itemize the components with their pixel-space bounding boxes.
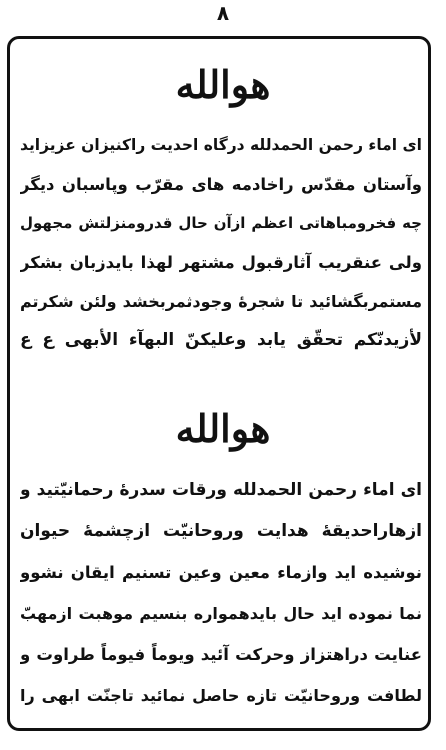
text-line: لطافت وروحانیّت تازه حاصل نمائید تاجنّت ابهی را xyxy=(20,686,422,705)
text-line: ازهاراحدیقهٔ هدایت وروحانیّت ازچشمهٔ حیوان xyxy=(20,521,422,541)
text-line: وآستان مقدّس راخادمه های مقرّب وپاسبان دیگر xyxy=(20,175,422,194)
text-line: ولی عنقریب آثارقبول مشتهر لهذا بایدزبان بشکر xyxy=(20,253,422,272)
text-line: نوشیده اید وازماء معین وعین تسنیم ایقان نشوو xyxy=(20,563,422,582)
text-line: چه فخرومباهاتی اعظم ازآن حال قدرومنزلتش مجهول xyxy=(20,214,422,232)
section-2-heading: هوالله xyxy=(175,406,271,451)
text-line: نما نموده اید حال بایدهمواره بنسیم موهبت ازمهبّ xyxy=(20,604,422,623)
text-line: لأزیدنّکم تحقّق یابد وعلیکنّ البهآء الأبهی ع ع xyxy=(20,330,422,350)
text-line: ای اماء رحمن الحمدلله درگاه احدیت راکنیزان عزیزاید xyxy=(20,136,422,154)
text-line: ای اماء رحمن الحمدلله ورقات سدرهٔ رحمانیّتید و xyxy=(20,480,422,500)
text-line: مستمربگشائید تا شجرهٔ وجودثمربخشد ولئن شکرتم xyxy=(20,292,422,311)
page-number: ٨ xyxy=(216,1,230,25)
section-2-paragraph xyxy=(20,470,422,716)
section-1-heading: هوالله xyxy=(175,62,271,107)
section-1-paragraph xyxy=(20,126,422,360)
text-line: عنایت دراهتزاز وحرکت آئید ویوماً فیوماً طراوت و xyxy=(20,645,422,664)
